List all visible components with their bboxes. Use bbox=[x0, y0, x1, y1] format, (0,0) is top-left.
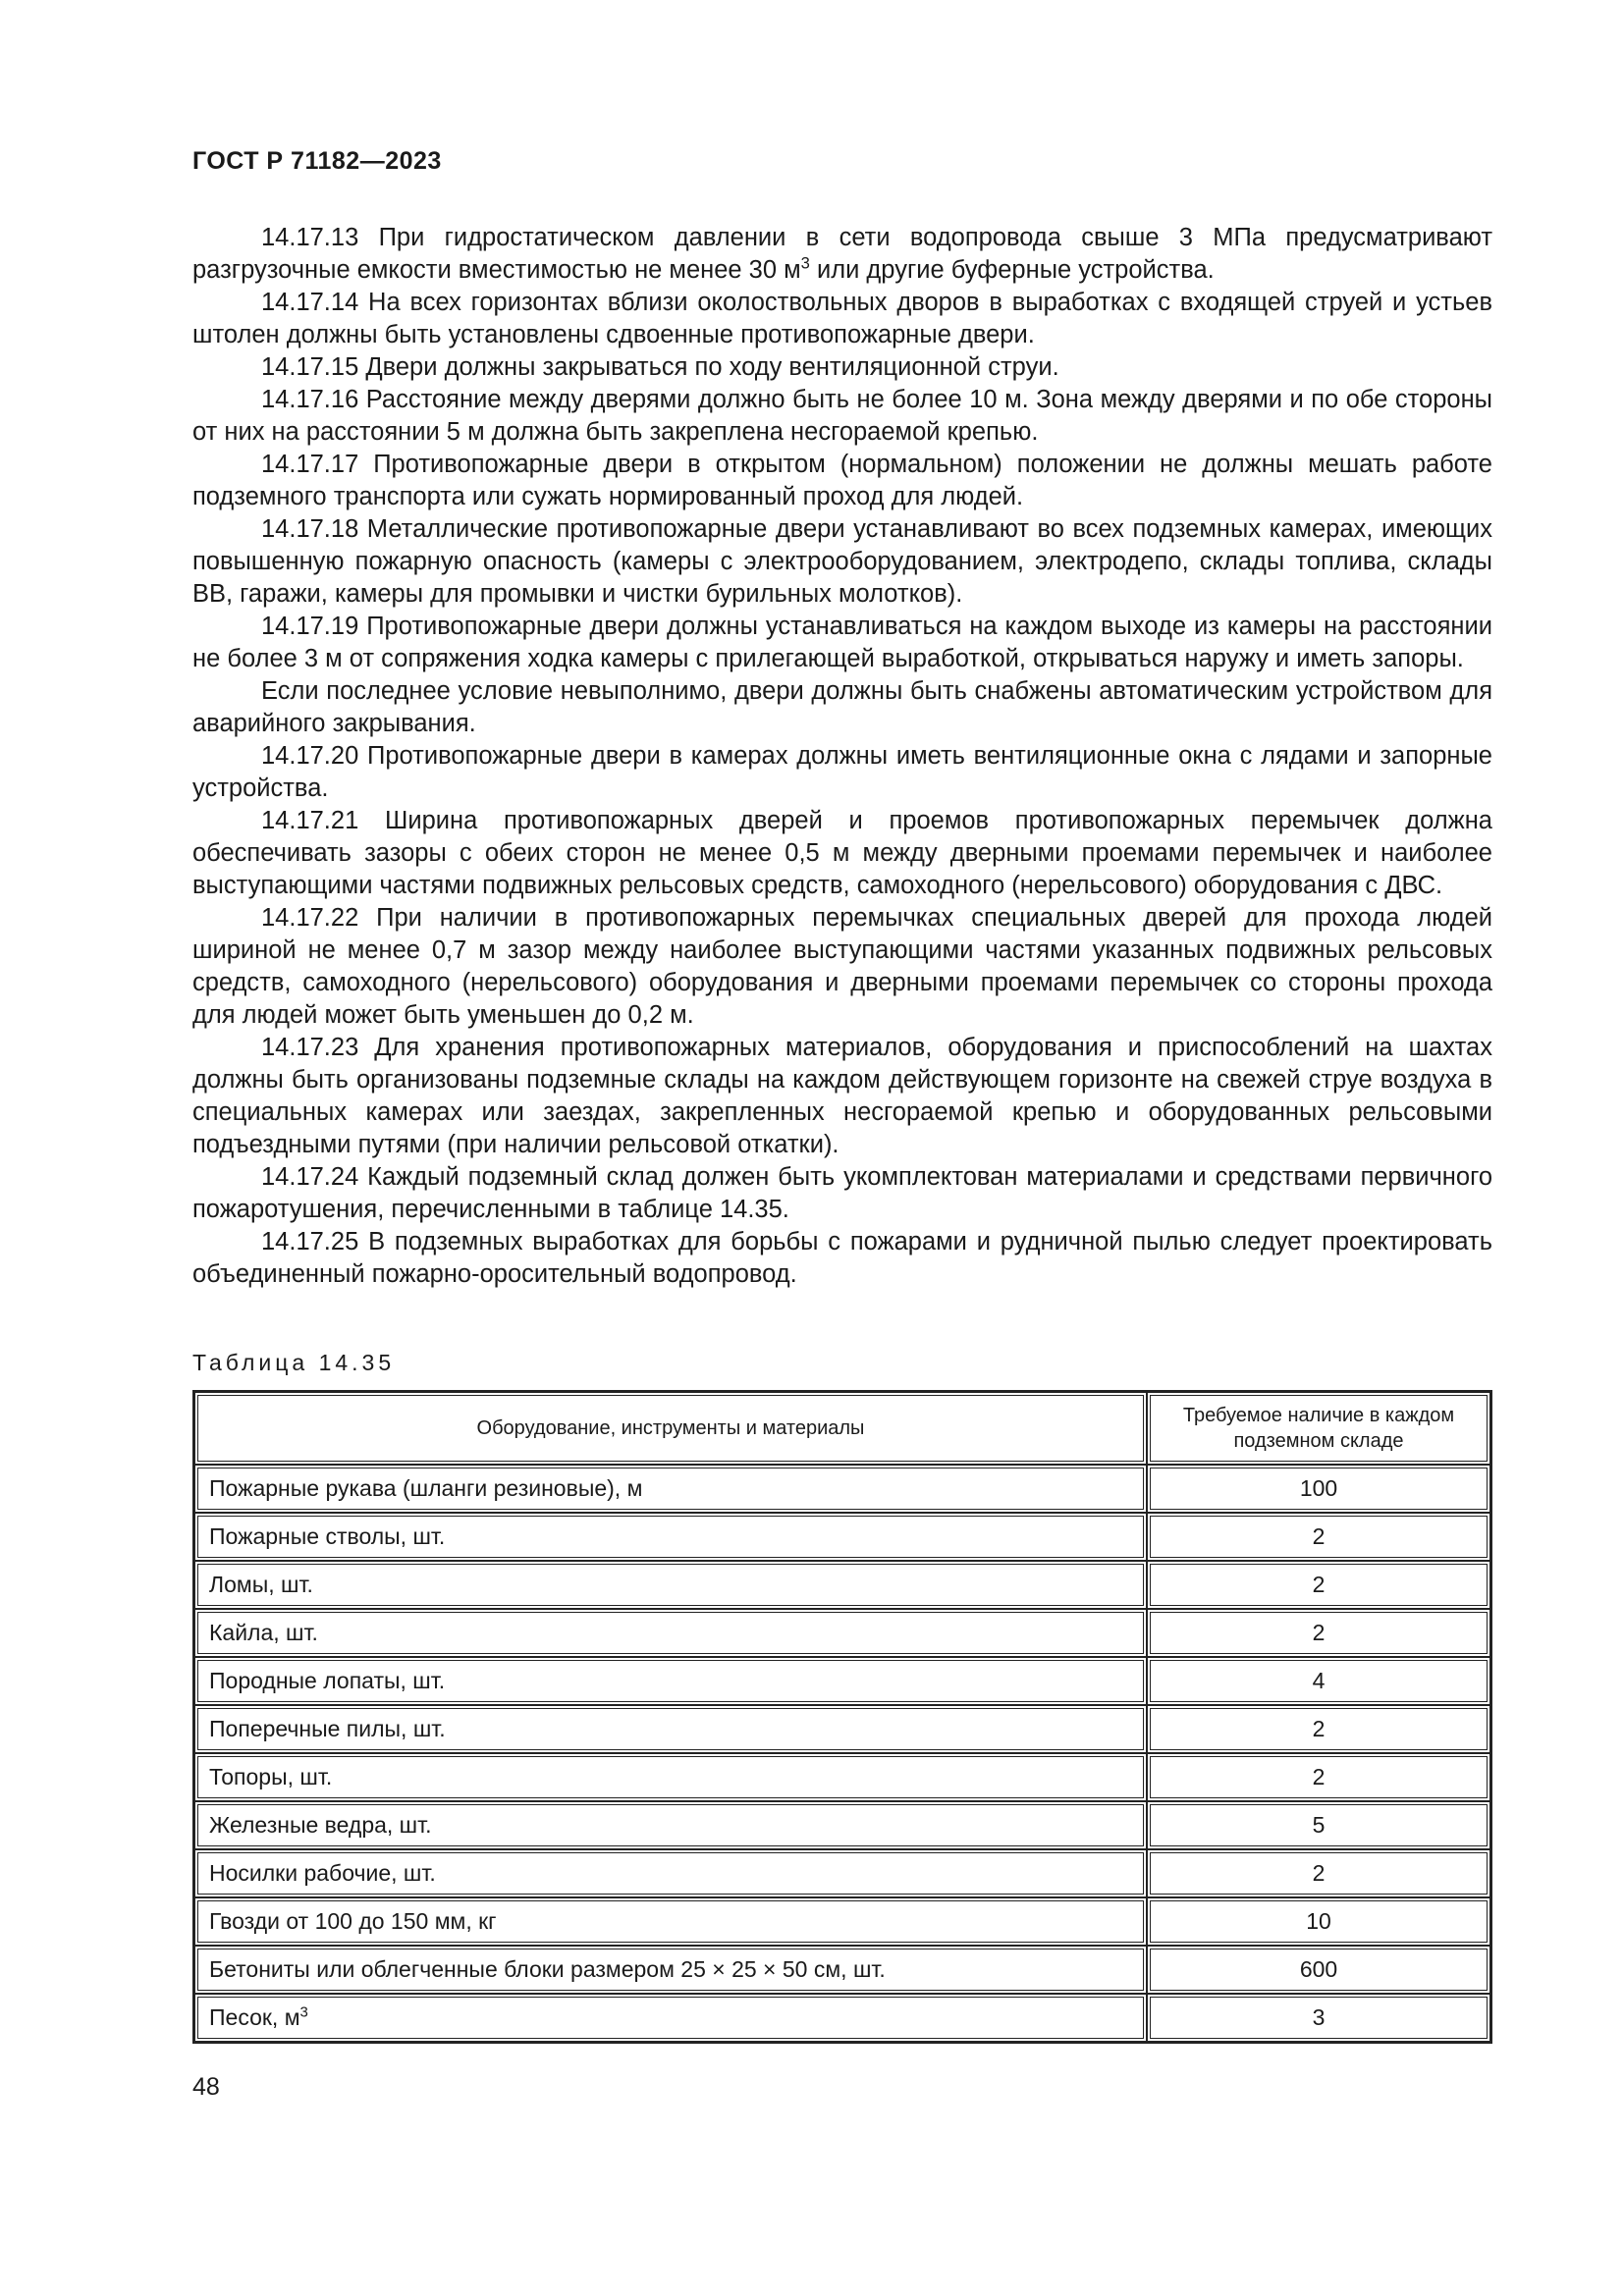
paragraph-14-17-13 bbox=[192, 222, 1492, 287]
table-row bbox=[194, 1465, 1490, 1513]
table-caption: Таблица 14.35 bbox=[192, 1350, 396, 1375]
paragraph-14-17-24: 14.17.24 Каждый подземный склад должен быть укомплектован материалами и средствами первичного пожаротушения, перечисленными в таблице 14.35. bbox=[192, 1163, 1492, 1223]
table-header-row bbox=[194, 1392, 1490, 1465]
paragraph-14-17-20: 14.17.20 Противопожарные двери в камерах должны иметь вентиляционные окна с лядами и запорные устройства. bbox=[192, 742, 1492, 802]
column-header-equipment: Оборудование, инструменты и материалы bbox=[194, 1392, 1147, 1465]
table-row bbox=[194, 1801, 1490, 1849]
item-quantity: 2 bbox=[1147, 1609, 1490, 1657]
item-quantity: 100 bbox=[1147, 1465, 1490, 1513]
item-name: Кайла, шт. bbox=[194, 1609, 1147, 1657]
paragraph-14-17-15: 14.17.15 Двери должны закрываться по ходу вентиляционной струи. bbox=[261, 353, 1059, 381]
table-row bbox=[194, 1994, 1490, 2042]
page-number: 48 bbox=[192, 2073, 220, 2101]
equipment-table bbox=[192, 1390, 1492, 2044]
item-quantity: 2 bbox=[1147, 1753, 1490, 1801]
table-row bbox=[194, 1897, 1490, 1946]
item-quantity: 2 bbox=[1147, 1705, 1490, 1753]
table-row bbox=[194, 1513, 1490, 1561]
table-row bbox=[194, 1561, 1490, 1609]
paragraph-14-17-25: 14.17.25 В подземных выработках для борьбы с пожарами и рудничной пылью следует проектировать объединенный пожарно-оросительный водопровод. bbox=[192, 1228, 1492, 1288]
item-name: Пожарные стволы, шт. bbox=[194, 1513, 1147, 1561]
paragraph-14-17-22: 14.17.22 При наличии в противопожарных перемычках специальных дверей для прохода людей шириной не менее 0,7 м зазор между наиболее выступающими частями указанных подвижных рельсовых средств, самоходного (нерельсового) оборудования и дверными проемами перемычек со стороны прохода для людей может быть уменьшен до 0,2 м. bbox=[192, 904, 1492, 1029]
table-row bbox=[194, 1657, 1490, 1705]
paragraph-14-17-19: 14.17.19 Противопожарные двери должны устанавливаться на каждом выходе из камеры на расстоянии не более 3 м от сопряжения ходка камеры с прилегающей выработкой, открываться наружу и иметь запоры. bbox=[192, 613, 1492, 672]
item-quantity: 10 bbox=[1147, 1897, 1490, 1946]
table-row bbox=[194, 1946, 1490, 1994]
item-quantity: 600 bbox=[1147, 1946, 1490, 1994]
item-quantity: 2 bbox=[1147, 1849, 1490, 1897]
table-row bbox=[194, 1609, 1490, 1657]
column-header-quantity: Требуемое наличие в каждом подземном складе bbox=[1147, 1392, 1490, 1465]
table-row bbox=[194, 1705, 1490, 1753]
item-quantity: 4 bbox=[1147, 1657, 1490, 1705]
paragraph-14-17-21: 14.17.21 Ширина противопожарных дверей и проемов противопожарных перемычек должна обеспечивать зазоры с обеих сторон не менее 0,5 м между дверными проемами перемычек и наиболее выступающими частями подвижных рельсовых средств, самоходного (нерельсового) оборудования с ДВС. bbox=[192, 807, 1492, 899]
table-row bbox=[194, 1753, 1490, 1801]
paragraph-14-17-14: 14.17.14 На всех горизонтах вблизи околоствольных дворов в выработках с входящей струей и устьев штолен должны быть установлены сдвоенные противопожарные двери. bbox=[192, 289, 1492, 348]
document-code: ГОСТ Р 71182—2023 bbox=[192, 147, 442, 175]
item-name: Поперечные пилы, шт. bbox=[194, 1705, 1147, 1753]
paragraph-14-17-23: 14.17.23 Для хранения противопожарных материалов, оборудования и приспособлений на шахтах должны быть организованы подземные склады на каждом действующем горизонте на свежей струе воздуха в специальных камерах или заездах, закрепленных несгораемой крепью и оборудованных рельсовыми подъездными путями (при наличии рельсовой откатки). bbox=[192, 1034, 1492, 1158]
paragraph-text: или другие буферные устройства. bbox=[809, 256, 1215, 284]
item-name: Носилки рабочие, шт. bbox=[194, 1849, 1147, 1897]
item-name: Породные лопаты, шт. bbox=[194, 1657, 1147, 1705]
item-quantity: 2 bbox=[1147, 1513, 1490, 1561]
item-name: Гвозди от 100 до 150 мм, кг bbox=[194, 1897, 1147, 1946]
paragraph-14-17-18: 14.17.18 Металлические противопожарные двери устанавливают во всех подземных камерах, имеющих повышенную пожарную опасность (камеры с электрооборудованием, электродепо, склады топлива, склады ВВ, гаражи, камеры для промывки и чистки бурильных молотков). bbox=[192, 515, 1492, 608]
item-quantity: 2 bbox=[1147, 1561, 1490, 1609]
paragraph-14-17-17: 14.17.17 Противопожарные двери в открытом (нормальном) положении не должны мешать работе подземного транспорта или сужать нормированный проход для людей. bbox=[192, 451, 1492, 510]
paragraph-text: 14.17.13 При гидростатическом давлении в сети водопровода свыше 3 МПа предусматривают разгрузочные емкости вместимостью не менее 30 м bbox=[192, 224, 1492, 284]
table-row bbox=[194, 1849, 1490, 1897]
body-text bbox=[192, 222, 1492, 1291]
item-name bbox=[194, 1994, 1147, 2042]
item-name: Железные ведра, шт. bbox=[194, 1801, 1147, 1849]
item-name: Пожарные рукава (шланги резиновые), м bbox=[194, 1465, 1147, 1513]
item-name-text: Песок, м bbox=[209, 2004, 300, 2030]
superscript: 3 bbox=[800, 253, 810, 273]
paragraph-14-17-19-note: Если последнее условие невыполнимо, двери должны быть снабжены автоматическим устройством для аварийного закрывания. bbox=[192, 677, 1492, 737]
item-quantity: 5 bbox=[1147, 1801, 1490, 1849]
item-name: Топоры, шт. bbox=[194, 1753, 1147, 1801]
superscript: 3 bbox=[299, 2003, 308, 2021]
paragraph-14-17-16: 14.17.16 Расстояние между дверями должно быть не более 10 м. Зона между дверями и по обе стороны от них на расстоянии 5 м должна быть закреплена несгораемой крепью. bbox=[192, 386, 1492, 446]
item-quantity: 3 bbox=[1147, 1994, 1490, 2042]
item-name: Ломы, шт. bbox=[194, 1561, 1147, 1609]
item-name: Бетониты или облегченные блоки размером 25 × 25 × 50 см, шт. bbox=[194, 1946, 1147, 1994]
